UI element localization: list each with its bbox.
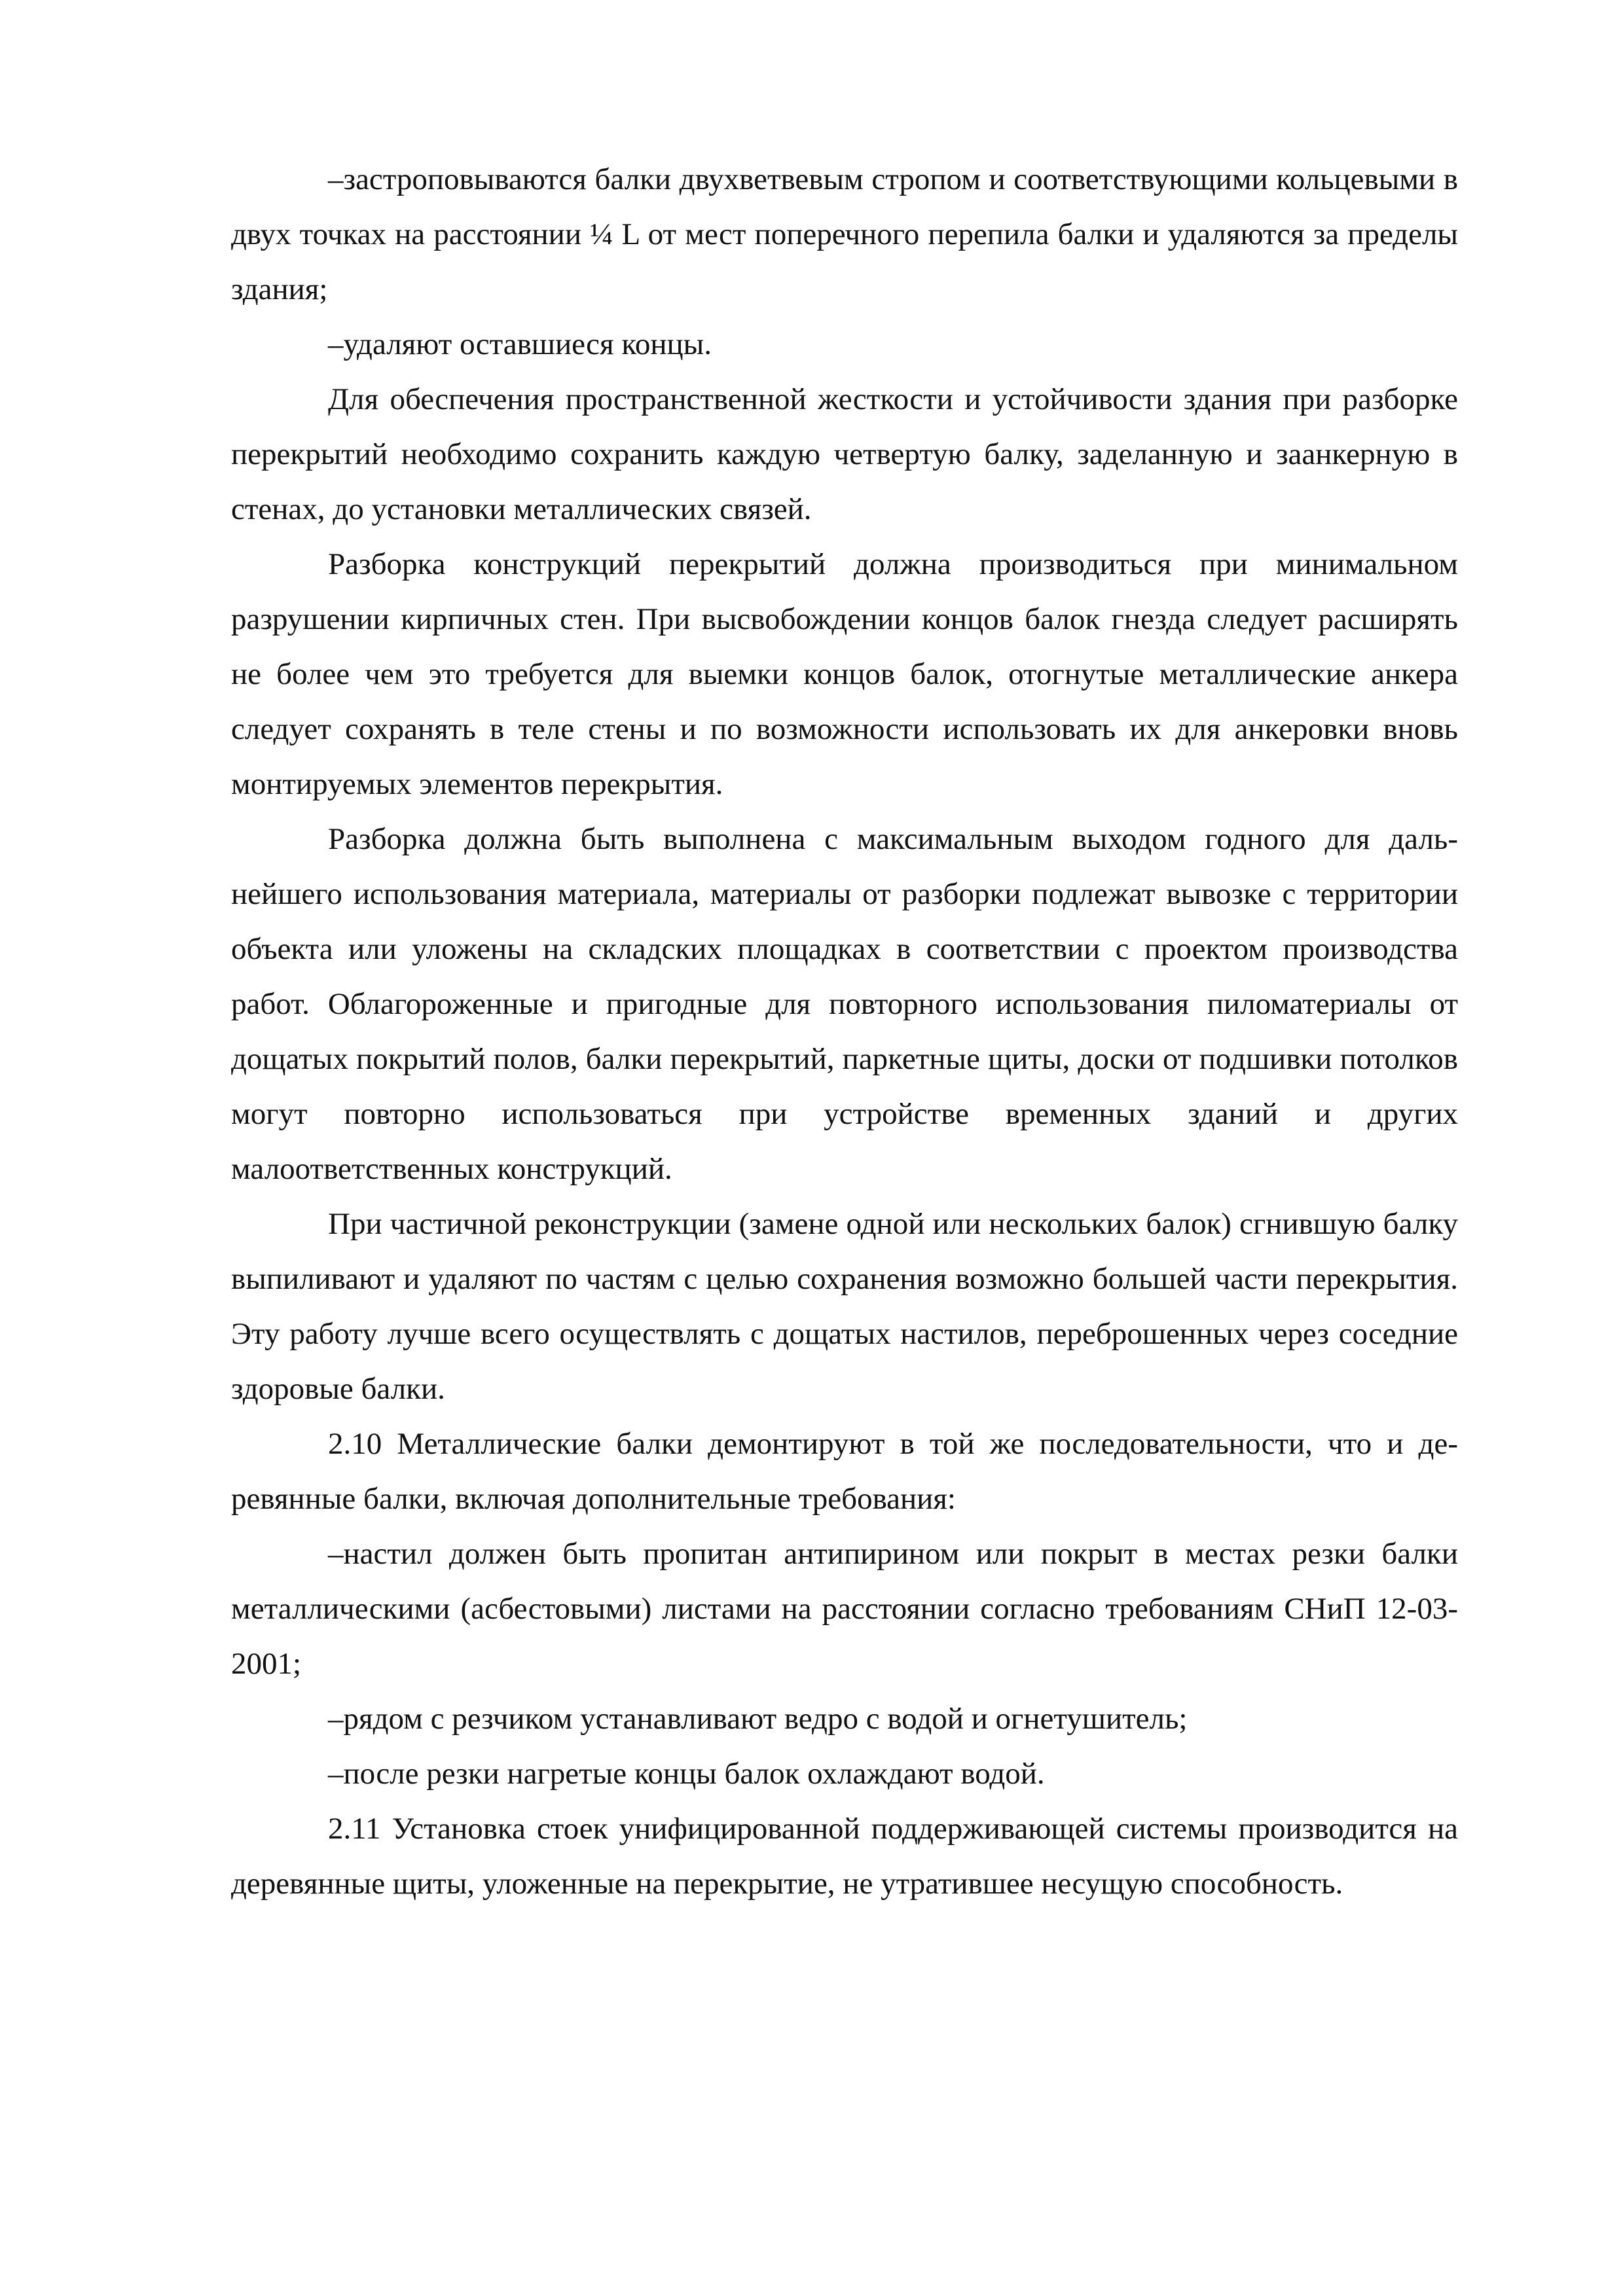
paragraph-slinging-beams: –застроповываются балки двухветвевым стропом и соответствующими кольцевыми в двух точках на расстоянии ¼ L от мест поперечного перепила балки и удаляются за пределы здания; — [231, 162, 1458, 306]
paragraph-flooring-impregnation: –настил должен быть пропитан антипирином или покрыт в местах резки балки металлическими (асбестовыми) листами на расстоянии согласно требованиям СНиП 12-03-2001; — [231, 1537, 1458, 1681]
paragraph-partial-reconstruction: При частичной реконструкции (замене одной или нескольких балок) сгнившую балку выпиливают и удаляют по частям с целью сохранения возможно большей части перекрытия. Эту работу лучше всего осуществлять с дощатых настилов, переброшенных через соседние здоровые балки. — [231, 1207, 1458, 1406]
paragraph-fire-extinguisher: –рядом с резчиком устанавливают ведро с водой и огнетушитель; — [328, 1702, 1188, 1736]
paragraph-remove-ends: –удаляют оставшиеся концы. — [328, 327, 712, 361]
paragraph-dismantling-floors: Разборка конструкций перекрытий должна производиться при минимальном разрушении кирпичных стен. При высвобождении концов балок гнезда следует расширять не более чем это требуется для выемки концов балок, отогнутые металлические анкера следует сохранять в теле стены и по возможности использовать их для анкеровки вновь монтируемых элементов перекрытия. — [231, 547, 1458, 801]
paragraph-section-2-11: 2.11 Установка стоек унифицированной поддерживающей системы производится на деревянные щиты, уложенные на перекрытие, не утратившее несущую способность. — [231, 1812, 1458, 1901]
paragraph-cooling-ends: –после резки нагретые концы балок охлаждают водой. — [328, 1757, 1045, 1791]
paragraph-spatial-rigidity: Для обеспечения пространственной жесткости и устойчивости здания при разборке перекрытий необходимо сохранить каждую четвертую балку, заделанную и заанкерную в стенах, до установки металлических связей. — [231, 382, 1458, 526]
paragraph-material-reuse: Разборка должна быть выполнена с максимальным выходом годного для дальнейшего использования материала, материалы от разборки подлежат вывозке с территории объекта или уложены на складских площадках в соответствии с проектом производства работ. Облагороженные и пригодные для повторного использования пиломатериалы от дощатых покрытий полов, балки перекрытий, паркетные щиты, доски от подшивки потолков могут повторно использоваться при устройстве временных зданий и других малоответственных конструкций. — [231, 822, 1458, 1186]
paragraph-section-2-10: 2.10 Металлические балки демонтируют в той же последовательности, что и деревянные балки, включая дополнительные требования: — [231, 1427, 1458, 1516]
document-body — [231, 152, 1458, 1911]
